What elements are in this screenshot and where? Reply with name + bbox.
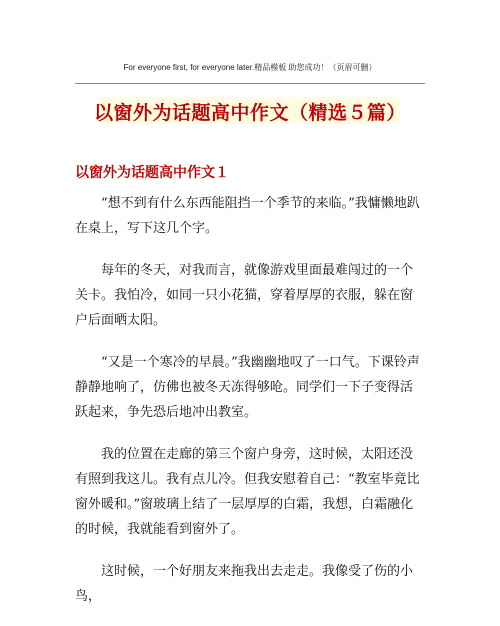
document-body [75, 191, 425, 626]
header-divider [75, 83, 425, 84]
section-heading: 以窗外为话题高中作文１ [75, 165, 229, 181]
paragraph: 我的位置在走廊的第三个窗户身旁，这时候，太阳还没有照到我这儿。我有点儿冷。但我安慰着自己：“教室毕竟比窗外暖和。”窗玻璃上结了一层厚厚的白霜，我想，白霜融化的时候，我就能看到窗外了。 [75, 447, 420, 537]
paragraph: “想不到有什么东西能阻挡一个季节的来临。”我慵懒地趴在桌上，写下这几个字。 [75, 196, 420, 236]
page-header: For everyone first, for everyone later.精品模板 助您成功！（页眉可删） [123, 63, 377, 72]
paragraph: 这时候，一个好朋友来拖我出去走走。我像受了伤的小鸟， [75, 564, 414, 604]
document-title: 以窗外为话题高中作文（精选５篇） [93, 102, 406, 124]
paragraph: “又是一个寒冷的早晨。”我幽幽地叹了一口气。下课铃声静静地响了，仿佛也被冬天冻得够呛。同学们一下子变得活跃起来，争先恐后地冲出教室。 [75, 355, 420, 420]
paragraph: 每年的冬天，对我而言，就像游戏里面最难闯过的一个关卡。我怕冷，如同一只小花猫，穿着厚厚的衣服，躲在窗户后面晒太阳。 [75, 263, 414, 328]
